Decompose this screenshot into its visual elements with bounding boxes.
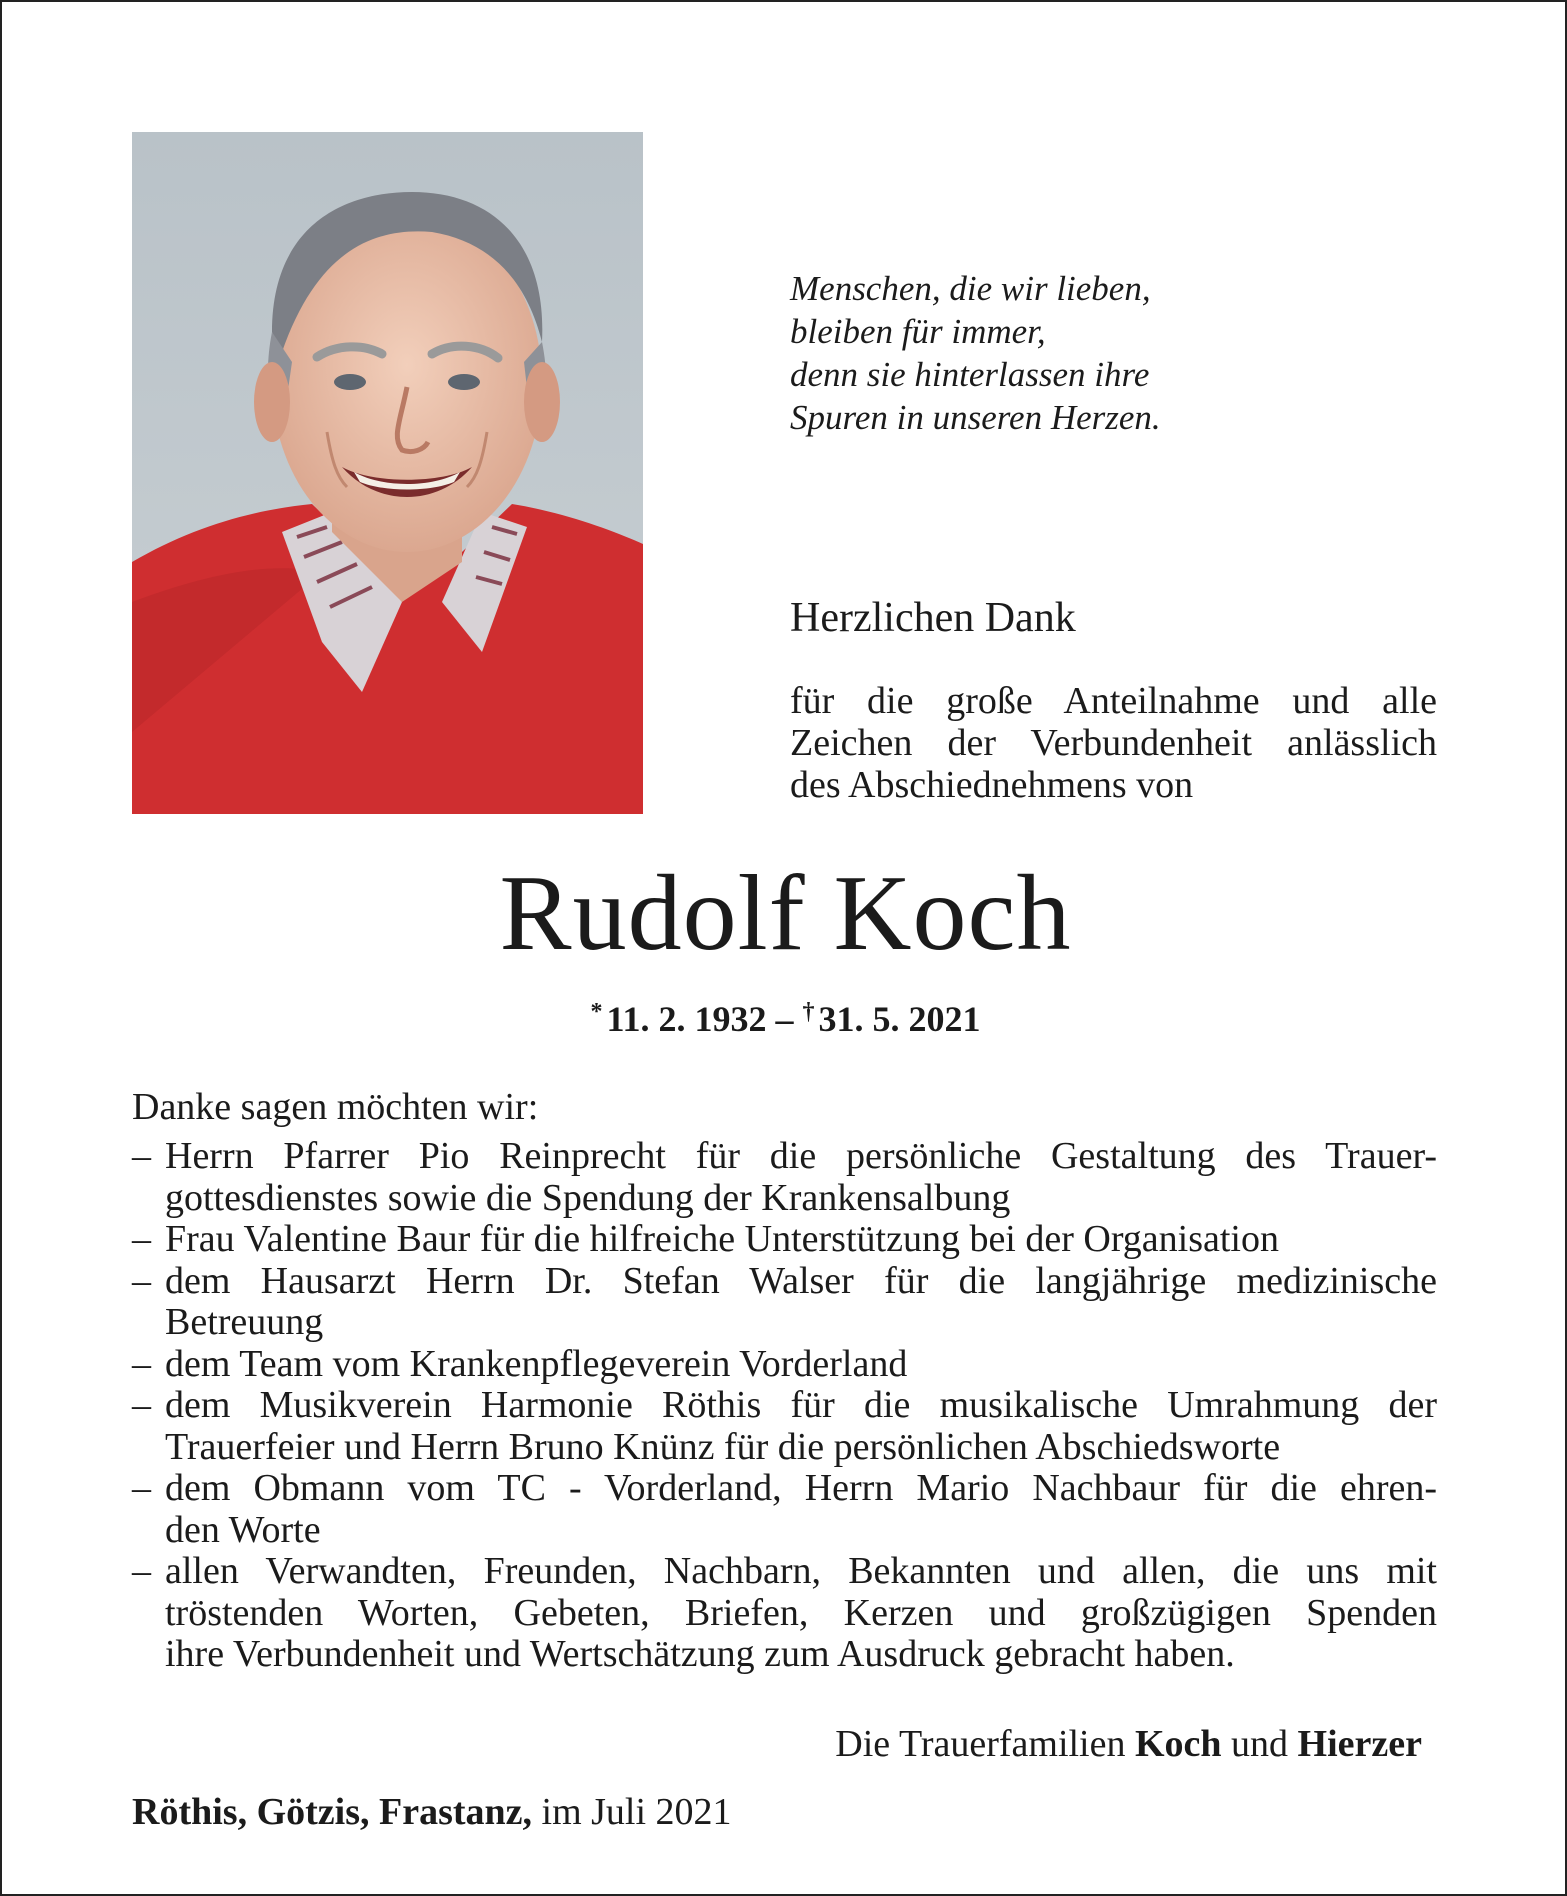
list-item-line: Trauerfeier und Herrn Bruno Knünz für die persönlichen Abschiedsworte xyxy=(165,1425,1281,1468)
death-date: 31. 5. 2021 xyxy=(818,999,981,1039)
acknowledgements-intro: Danke sagen möchten wir: xyxy=(132,1086,539,1128)
birth-symbol: * xyxy=(590,999,603,1025)
list-item-line: den Worte xyxy=(165,1508,321,1551)
list-dash: – xyxy=(132,1550,151,1592)
birth-date: 11. 2. 1932 xyxy=(606,999,767,1039)
list-item xyxy=(132,1344,1437,1386)
thanks-line: für die große Anteilnahme und alle xyxy=(790,680,1437,722)
list-item-line: ihre Verbundenheit und Wertschätzung zum Ausdruck gebracht haben. xyxy=(165,1633,1235,1675)
list-item-line: Betreuung xyxy=(165,1301,324,1343)
list-item-line: Herrn Pfarrer Pio Reinprecht für die persönliche Gestaltung des Trauer- xyxy=(165,1135,1437,1177)
list-item-line: dem Team vom Krankenpflegeverein Vorderland xyxy=(165,1342,908,1385)
list-item xyxy=(132,1136,1437,1219)
deceased-name: Rudolf Koch xyxy=(499,854,1072,973)
signature-conjunction: und xyxy=(1231,1723,1289,1765)
place-and-date xyxy=(132,1790,732,1834)
family-name: Hierzer xyxy=(1297,1723,1422,1765)
list-item xyxy=(132,1385,1437,1468)
list-item-line: allen Verwandten, Freunden, Nachbarn, Bekannten und allen, die uns mit xyxy=(165,1550,1437,1592)
thanks-line: des Abschiednehmens von xyxy=(790,764,1194,806)
list-item xyxy=(132,1219,1437,1261)
thanks-heading: Herzlichen Dank xyxy=(790,595,1076,641)
quote-line: Spuren in unseren Herzen. xyxy=(790,398,1161,437)
list-dash: – xyxy=(132,1218,151,1260)
death-symbol: † xyxy=(802,999,815,1025)
acknowledgements-list xyxy=(132,1136,1437,1676)
list-item xyxy=(132,1468,1437,1551)
thanks-line: Zeichen der Verbundenheit anlässlich xyxy=(790,722,1437,764)
quote-line: Menschen, die wir lieben, xyxy=(790,269,1151,308)
family-name: Koch xyxy=(1134,1723,1222,1765)
life-dates xyxy=(2,990,1567,1041)
memorial-quote xyxy=(790,267,1161,439)
list-item-line: tröstenden Worten, Gebeten, Briefen, Kerzen und großzügigen Spenden xyxy=(165,1591,1437,1634)
family-signature xyxy=(835,1722,1422,1766)
date: im Juli 2021 xyxy=(541,1791,732,1833)
list-item-line: dem Hausarzt Herrn Dr. Stefan Walser für die langjährige medizinische xyxy=(165,1259,1437,1302)
list-item-line: dem Obmann vom TC - Vorderland, Herrn Mario Nachbaur für die ehren- xyxy=(165,1467,1437,1509)
list-item xyxy=(132,1261,1437,1344)
quote-line: denn sie hinterlassen ihre xyxy=(790,355,1150,394)
portrait-photo xyxy=(132,132,643,814)
thanks-paragraph xyxy=(790,680,1437,806)
quote-line: bleiben für immer, xyxy=(790,312,1046,351)
list-dash: – xyxy=(132,1384,151,1426)
list-dash: – xyxy=(132,1342,151,1385)
list-dash: – xyxy=(132,1467,151,1509)
signature-prefix: Die Trauerfamilien xyxy=(835,1723,1126,1765)
places: Röthis, Götzis, Frastanz, xyxy=(132,1791,533,1833)
list-item-line: gottesdienstes sowie die Spendung der Krankensalbung xyxy=(165,1176,1011,1219)
list-item-line: dem Musikverein Harmonie Röthis für die musikalische Umrahmung der xyxy=(165,1384,1437,1426)
list-dash: – xyxy=(132,1259,151,1302)
date-separator: – xyxy=(775,999,794,1039)
list-item xyxy=(132,1551,1437,1676)
list-dash: – xyxy=(132,1135,151,1177)
list-item-line: Frau Valentine Baur für die hilfreiche Unterstützung bei der Organisation xyxy=(165,1218,1279,1260)
